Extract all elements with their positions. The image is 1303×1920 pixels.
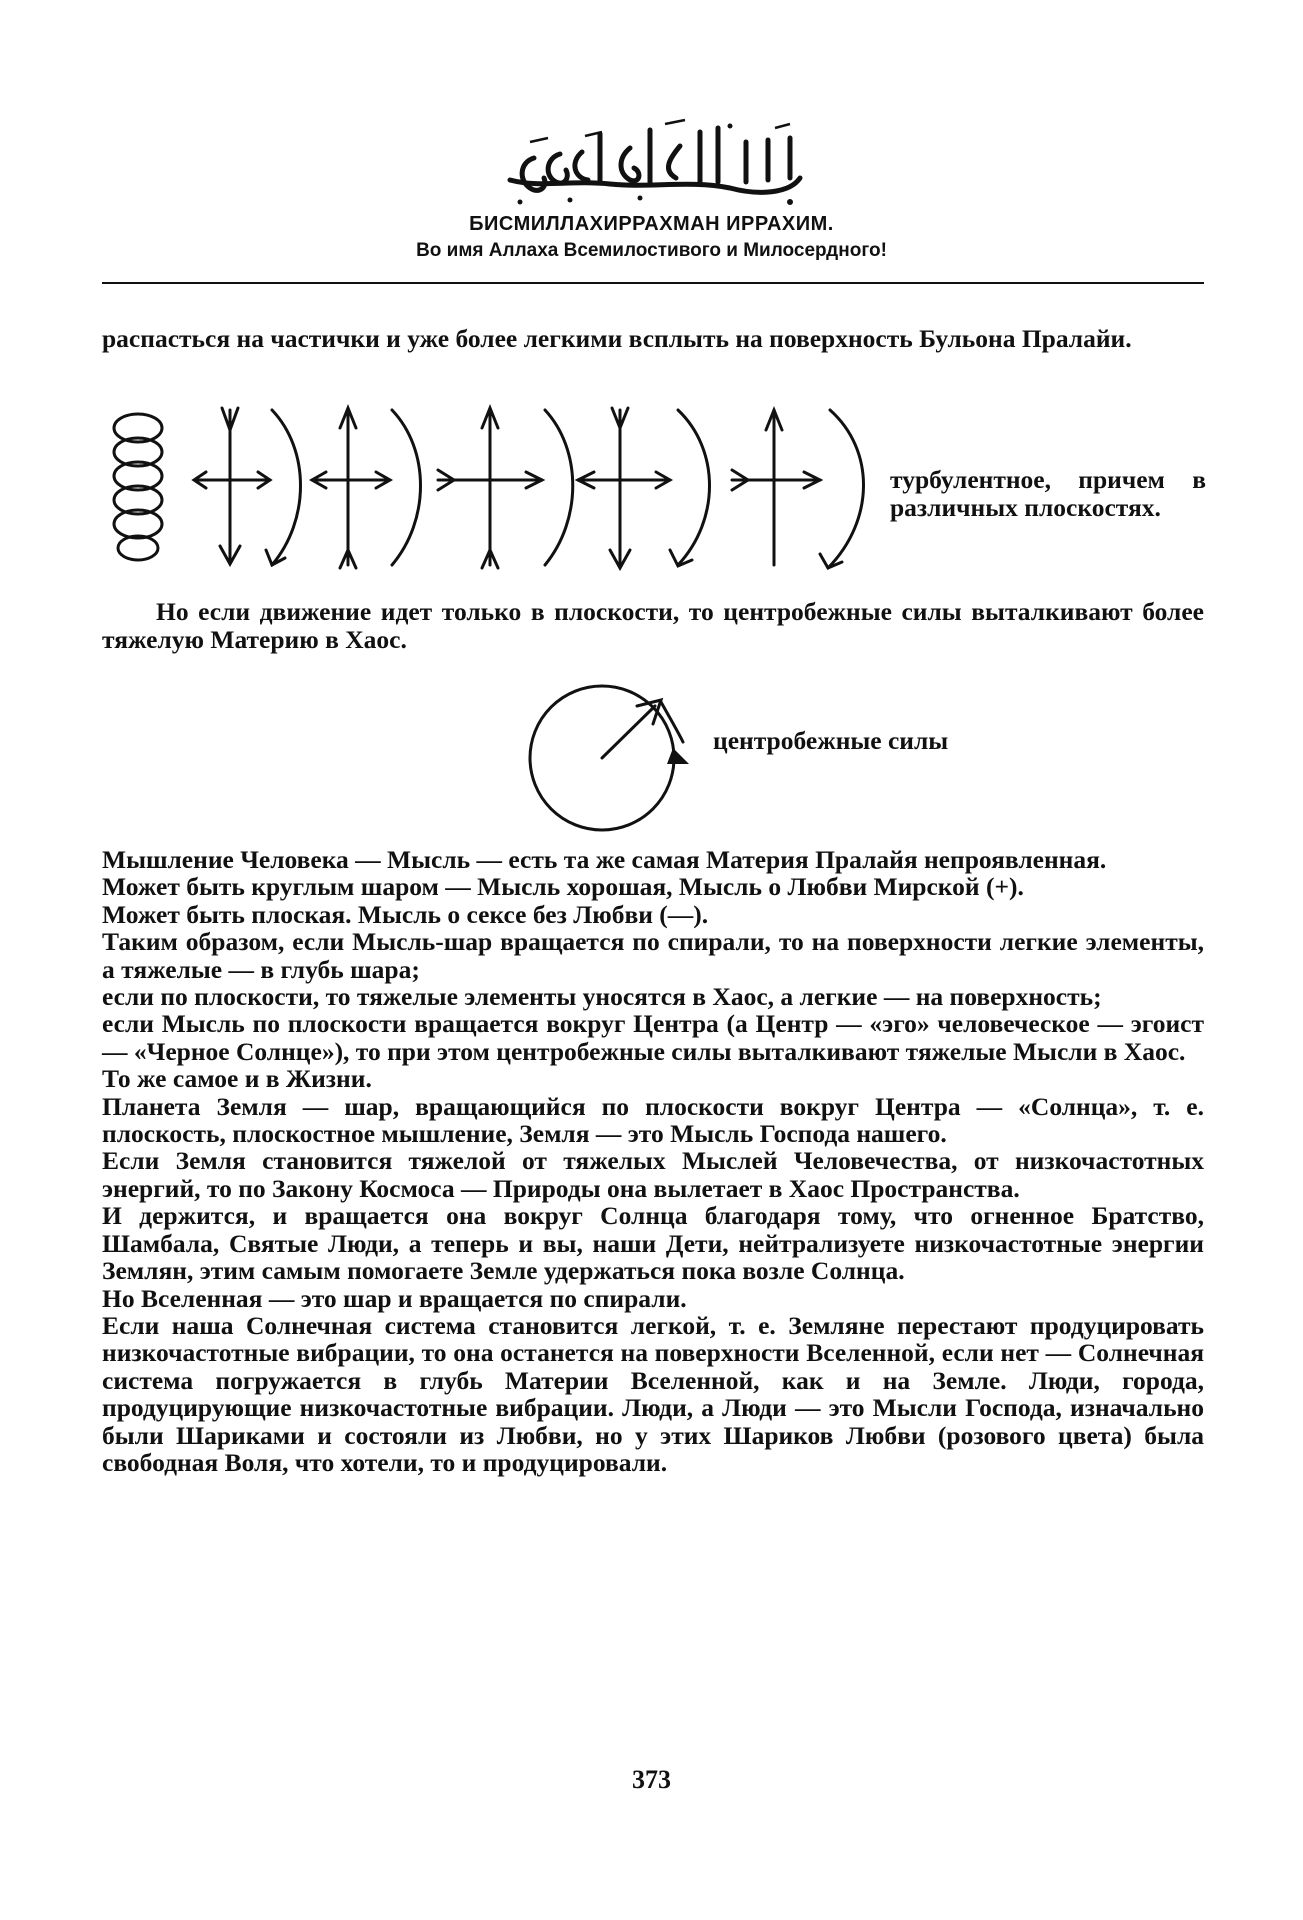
cross-arrow-icon bbox=[194, 408, 301, 565]
body-paragraph: Может быть круглым шаром — Мысль хорошая, Мысль о Любви Мирской (+). bbox=[102, 872, 1024, 902]
body-paragraph: И держится, и вращается она вокруг Солнца благодаря тому, что огненное Братство, Шамбала, Святые Люди, а теперь и вы, наши Дети, нейтрализуете низкочастотные энергии Землян, этим самым помогаете Земле удержаться пока возле Солнца. bbox=[102, 1201, 1204, 1286]
body-paragraph: Если наша Солнечная система становится легкой, т. е. Земляне перестают продуцировать низкочастотные вибрации, то она останется на поверхности Вселенной, если нет — Солнечная система погружается в глубь Материи Вселенной, как и на Земле. Люди, города, продуцирующие низкочастотные вибрации. Люди, а Люди — это Мысли Господа, изначально были Шариками и состояли из Любви, но у этих Шариков Любви (розового цвета) была свободная Воля, что хотели, то и продуцировали. bbox=[102, 1310, 1204, 1477]
header-divider bbox=[102, 282, 1204, 284]
page-number: 373 bbox=[632, 1765, 671, 1794]
spiral-coil-icon bbox=[114, 414, 162, 560]
cross-arrow-icon bbox=[312, 408, 421, 568]
centrifugal-circle-diagram bbox=[515, 680, 715, 840]
cross-arrow-icon bbox=[732, 410, 864, 568]
body-paragraph: Может быть плоская. Мысль о сексе без Любви (—). bbox=[102, 899, 709, 929]
main-text bbox=[102, 846, 1204, 1476]
intro-paragraph: распасться на частички и уже более легкими всплыть на поверхность Бульона Пралайи. bbox=[102, 324, 1132, 353]
header-subtitle: Во имя Аллаха Всемилостивого и Милосердного! bbox=[416, 240, 887, 261]
plane-paragraph: Но если движение идет только в плоскости, то центробежные силы выталкивают более тяжелую Материю в Хаос. bbox=[102, 597, 1204, 654]
cross-arrow-icon bbox=[438, 408, 573, 568]
body-paragraph: То же самое и в Жизни. bbox=[102, 1064, 372, 1094]
body-paragraph: Но Вселенная — это шар и вращается по спирали. bbox=[102, 1283, 687, 1313]
basmala-calligraphy bbox=[490, 118, 820, 213]
cross-arrow-icon bbox=[578, 408, 710, 568]
body-paragraph: Планета Земля — шар, вращающийся по плоскости вокруг Центра — «Солнца», т. е. плоскость, плоскостное мышление, Земля — это Мысль Господа нашего. bbox=[102, 1091, 1204, 1149]
body-paragraph: Мышление Человека — Мысль — есть та же самая Материя Пралайя непроявленная. bbox=[102, 845, 1107, 874]
centrifugal-caption: центробежные силы bbox=[713, 726, 949, 755]
turbulent-motion-diagram bbox=[100, 400, 880, 578]
header-title: БИСМИЛЛАХИРРАХМАН ИРРАХИМ. bbox=[469, 213, 834, 235]
body-paragraph: Если Земля становится тяжелой от тяжелых Мыслей Человечества, от низкочастотных энергий, то по Закону Космоса — Природы она вылетает в Хаос Пространства. bbox=[102, 1146, 1204, 1203]
body-paragraph: Таким образом, если Мысль-шар вращается по спирали, то на поверхности легкие элементы, а тяжелые — в глубь шара; bbox=[102, 927, 1204, 984]
turbulent-caption: турбулентное, причем в различных плоскостях. bbox=[890, 465, 1206, 522]
body-paragraph: если Мысль по плоскости вращается вокруг Центра (а Центр — «эго» человеческое — эгоист — «Черное Солнце»), то при этом центробежные силы выталкивают тяжелые Мысли в Хаос. bbox=[102, 1009, 1204, 1066]
body-paragraph: если по плоскости, то тяжелые элементы уносятся в Хаос, а легкие — на поверхность; bbox=[102, 982, 1102, 1012]
